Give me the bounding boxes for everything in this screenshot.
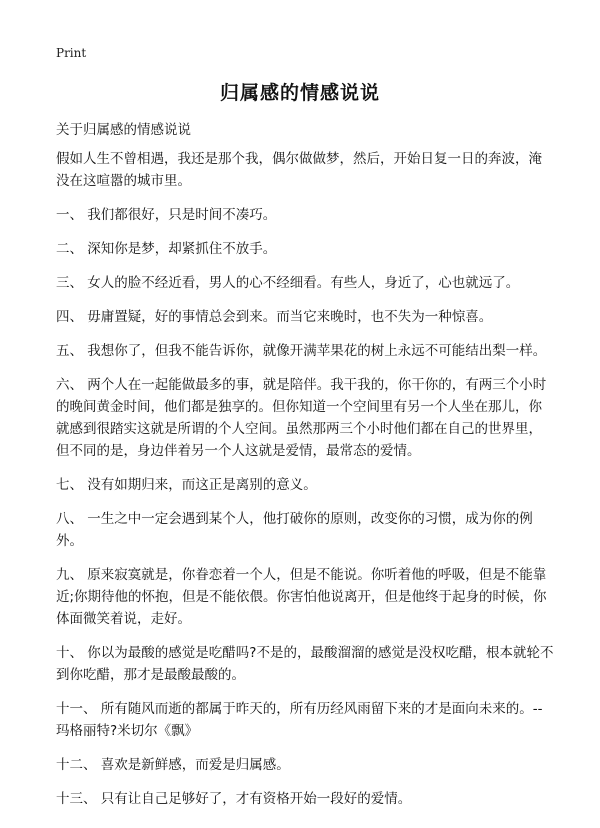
paragraph-3: 三、 女人的脸不经近看，男人的心不经细看。有些人，身近了，心也就远了。 bbox=[56, 275, 520, 291]
paragraph-intro: 假如人生不曾相遇，我还是那个我，偶尔做做梦，然后，开始日复一日的奔波，淹没在这喧嚣的城市里。 bbox=[56, 151, 542, 189]
paragraph-10: 十、 你以为最酸的感觉是吃醋吗?不是的，最酸溜溜的感觉是没权吃醋，根本就轮不到你吃醋，那才是最酸最酸的。 bbox=[56, 645, 554, 683]
paragraph-7: 七、 没有如期归来，而这正是离别的意义。 bbox=[56, 477, 317, 493]
page-subtitle: 关于归属感的情感说说 bbox=[56, 122, 191, 138]
page-title: 归属感的情感说说 bbox=[219, 82, 380, 104]
document-body bbox=[56, 148, 554, 822]
paragraph-9: 九、 原来寂寞就是，你眷恋着一个人，但是不能说。你听着他的呼吸，但是不能靠近;你期待他的怀抱，但是不能依偎。你害怕他说离开，但是他终于起身的时候，你体面微笑着说，走好。 bbox=[56, 567, 547, 627]
print-label: Print bbox=[56, 46, 87, 60]
paragraph-6: 六、 两个人在一起能做最多的事，就是陪伴。我干我的，你干你的，有两三个小时的晚间黄金时间，他们都是独享的。但你知道一个空间里有另一个人坐在那儿，你就感到很踏实这就是所谓的个人空间。虽然那两三个小时他们都在自己的世界里，但不同的是，身边伴着另一个人这就是爱情，最常态的爱情。 bbox=[56, 377, 547, 459]
paragraph-12: 十二、 喜欢是新鲜感，而爱是归属感。 bbox=[56, 757, 290, 773]
paragraph-4: 四、 毋庸置疑，好的事情总会到来。而当它来晚时，也不失为一种惊喜。 bbox=[56, 309, 493, 325]
paragraph-5: 五、 我想你了，但我不能告诉你，就像开满苹果花的树上永远不可能结出梨一样。 bbox=[56, 343, 547, 359]
paragraph-11: 十一、 所有随风而逝的都属于昨天的，所有历经风雨留下来的才是面向未来的。--玛格丽特?米切尔《飘》 bbox=[56, 701, 543, 739]
paragraph-13: 十三、 只有让自己足够好了，才有资格开始一段好的爱情。 bbox=[56, 791, 412, 807]
paragraph-1: 一、 我们都很好，只是时间不凑巧。 bbox=[56, 207, 277, 223]
paragraph-8: 八、 一生之中一定会遇到某个人，他打破你的原则，改变你的习惯，成为你的例外。 bbox=[56, 511, 533, 549]
paragraph-2: 二、 深知你是梦，却紧抓住不放手。 bbox=[56, 241, 277, 257]
